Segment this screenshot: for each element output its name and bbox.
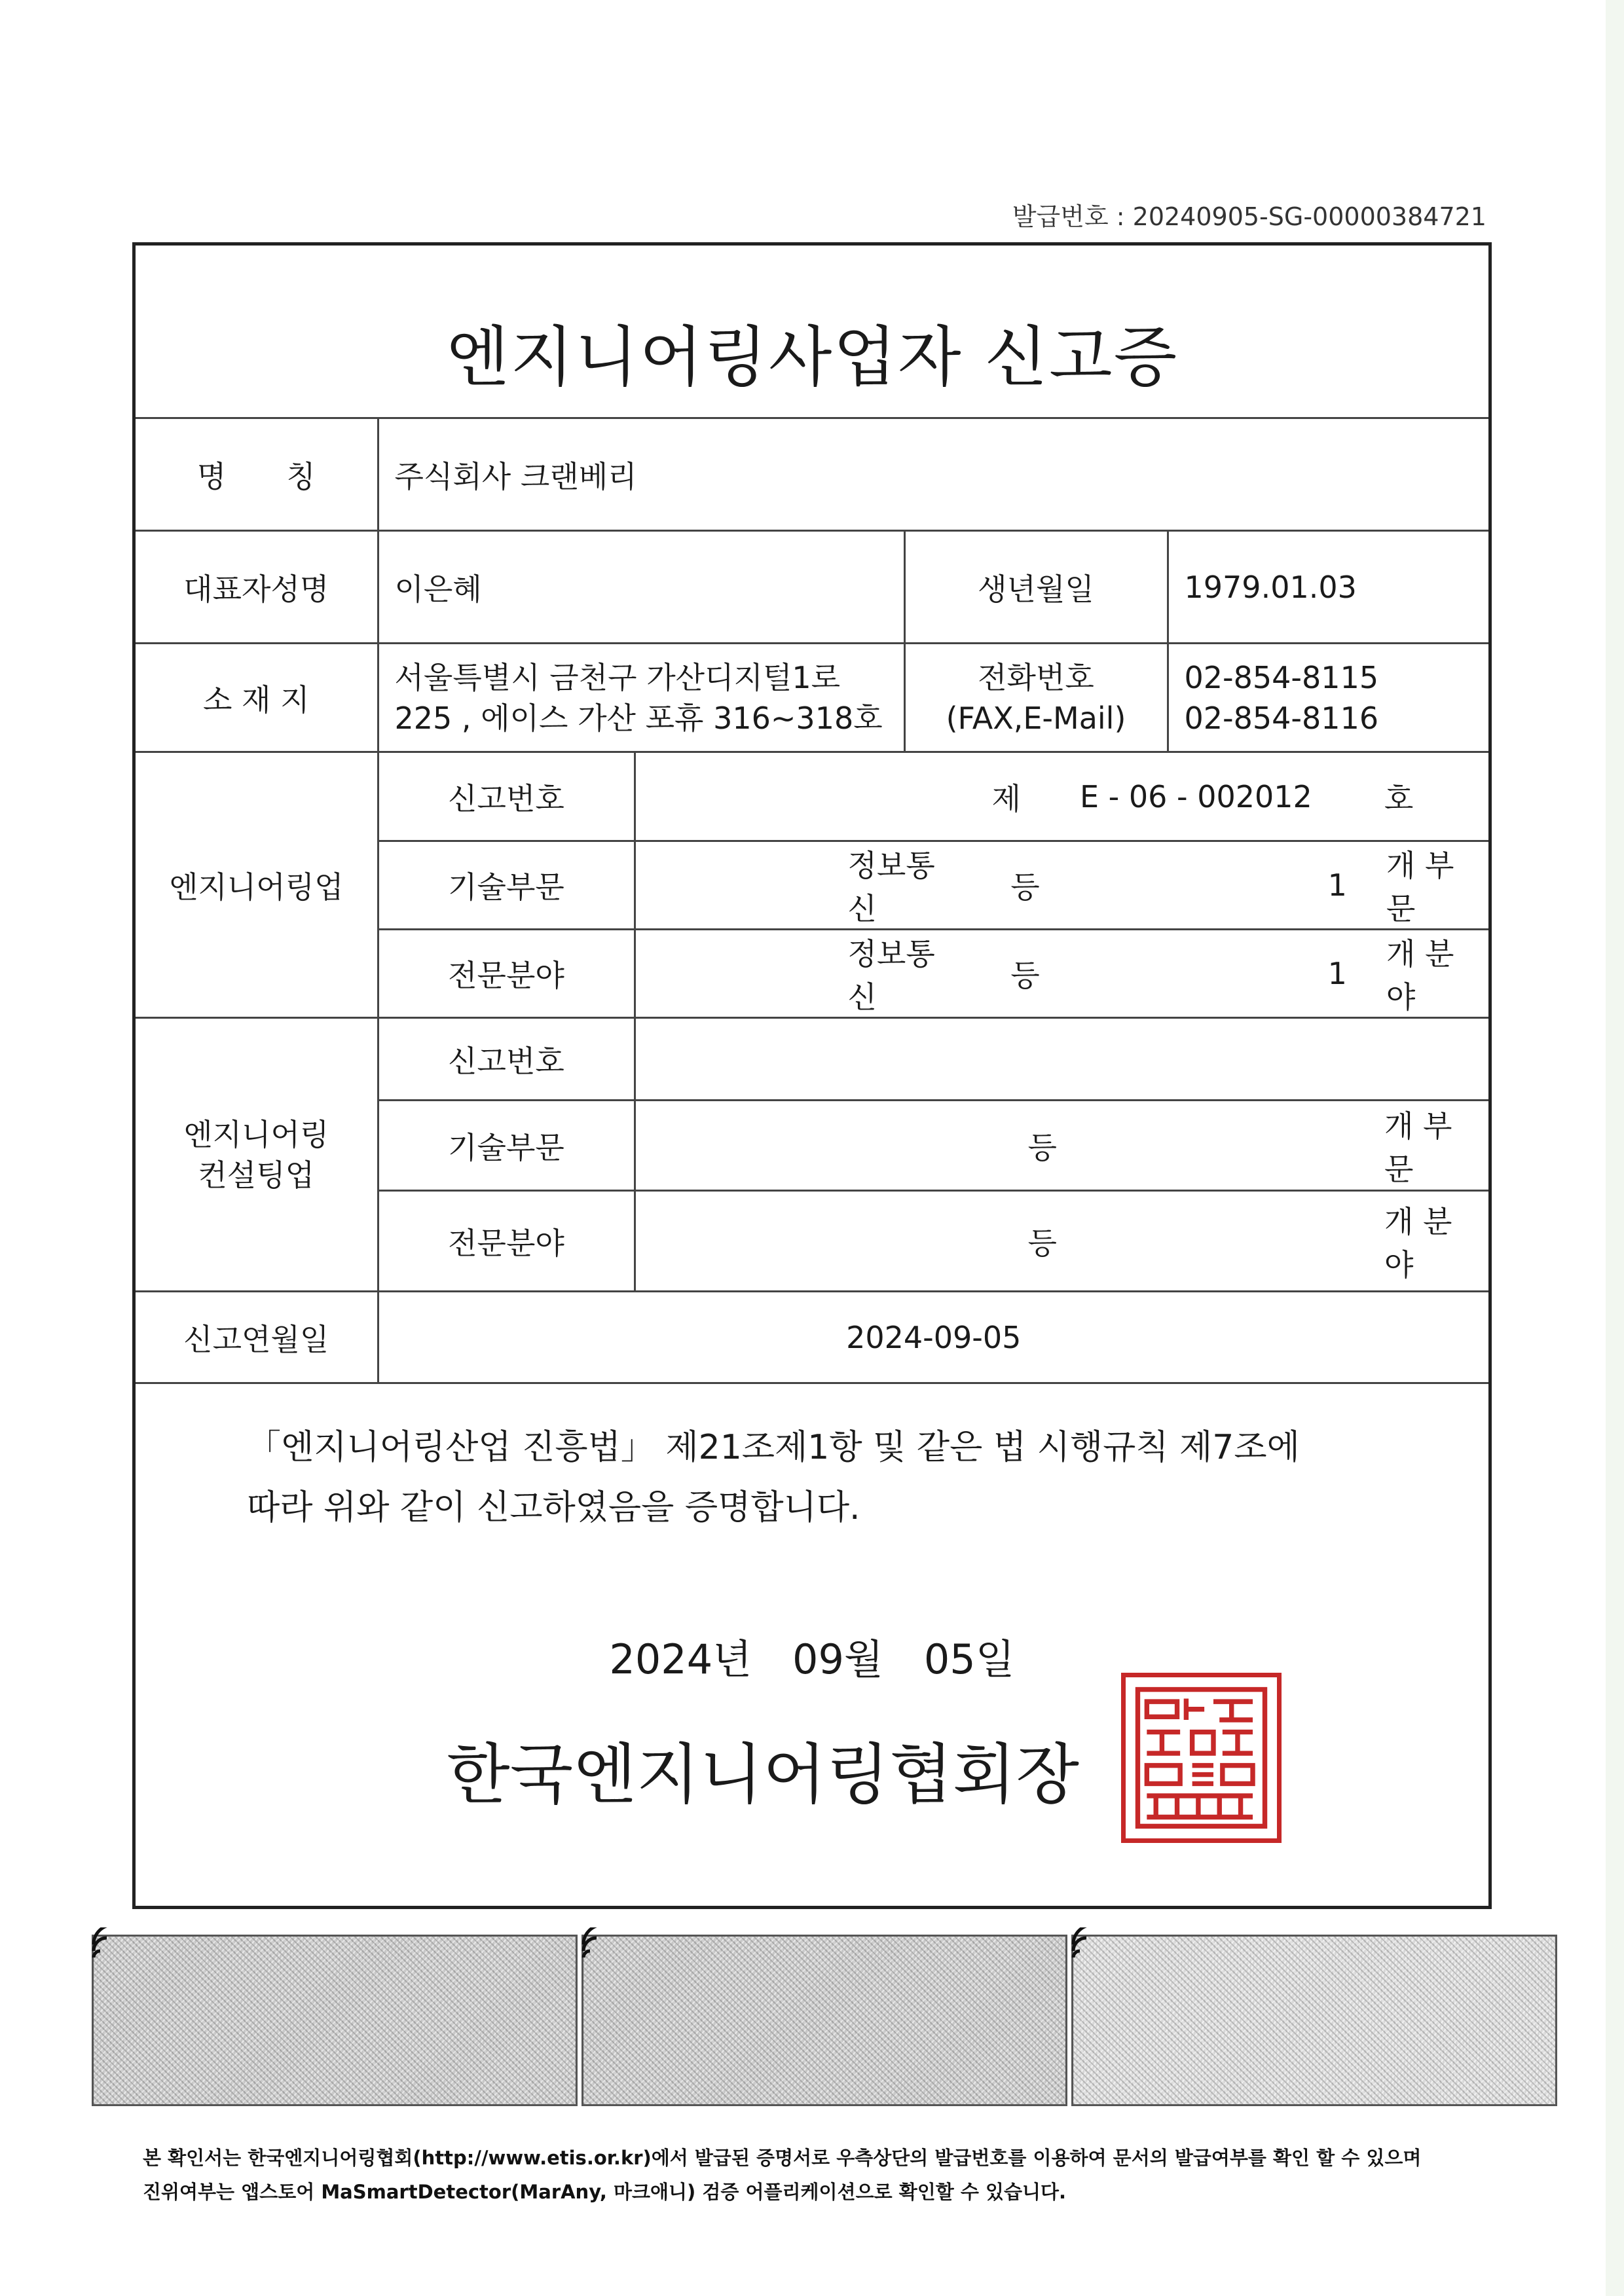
consulting-label <box>136 1018 378 1292</box>
phone-label-line2: (FAX,E-Mail) <box>946 700 1126 736</box>
name-value: 주식회사 크랜베리 <box>378 418 1488 531</box>
statement-line1: 「엔지니어링산업 진흥법」 제21조제1항 및 같은 법 시행규칙 제7조에 <box>247 1428 1300 1467</box>
cons-tech-etc: 등 <box>1027 1129 1057 1165</box>
name-label: 명 칭 <box>136 418 378 531</box>
statement-line2: 따라 위와 같이 신고하였음을 증명합니다. <box>247 1488 860 1527</box>
eng-report-prefix: 제 <box>991 780 1021 816</box>
cons-spec-label: 전문분야 <box>378 1191 635 1292</box>
eng-spec-value <box>635 930 1488 1018</box>
eng-report-no-label: 신고번호 <box>378 752 635 841</box>
eng-report-number: E - 06 - 002012 <box>1079 778 1312 814</box>
eng-tech-label: 기술부문 <box>378 841 635 930</box>
eng-tech-field: 정보통신 <box>847 848 935 926</box>
rep-value: 이은혜 <box>378 531 904 644</box>
row-address <box>136 644 1488 752</box>
eng-tech-unit: 개 부문 <box>1386 848 1454 926</box>
issue-number: 발급번호 : 20240905-SG-00000384721 <box>1012 202 1486 231</box>
cons-tech-unit: 개 부문 <box>1384 1108 1452 1187</box>
address-line2: 225 , 에이스 가산 포휴 316~318호 <box>394 700 883 736</box>
cons-spec-etc: 등 <box>1027 1225 1057 1261</box>
certificate-table <box>136 417 1488 1384</box>
verification-footer <box>143 2141 1492 2209</box>
signal-mark-icon <box>1064 1927 1103 1967</box>
certification-statement <box>247 1417 1300 1538</box>
birth-value: 1979.01.03 <box>1168 531 1488 644</box>
row-cons-report-no <box>136 1018 1488 1101</box>
phone-value <box>1168 644 1488 752</box>
eng-report-no-value <box>635 752 1488 841</box>
rep-label: 대표자성명 <box>136 531 378 644</box>
security-pattern-1 <box>92 1935 578 2106</box>
signal-mark-icon <box>574 1927 614 1967</box>
certificate-frame <box>132 242 1492 1909</box>
footer-line2: 진위여부는 앱스토어 MaSmartDetector(MarAny, 마크애니) 검증 어플리케이션으로 확인할 수 있습니다. <box>143 2181 1067 2203</box>
address-value <box>378 644 904 752</box>
security-pattern-3 <box>1071 1935 1557 2106</box>
footer-line1: 본 확인서는 한국엔지니어링협회(http://www.etis.or.kr)에서 발급된 증명서로 우측상단의 발급번호를 이용하여 문서의 발급여부를 확인 할 수 있으며 <box>143 2147 1422 2169</box>
phone-number: 02-854-8115 <box>1184 659 1379 695</box>
eng-report-suffix: 호 <box>1384 780 1414 816</box>
report-date-label: 신고연월일 <box>136 1292 378 1383</box>
document-title: 엔지니어링사업자 신고증 <box>445 319 1179 395</box>
cons-report-no-value <box>635 1018 1488 1101</box>
signal-mark-icon <box>84 1927 124 1967</box>
security-pattern-2 <box>581 1935 1067 2106</box>
engineering-label: 엔지니어링업 <box>136 752 378 1018</box>
row-representative <box>136 531 1488 644</box>
birth-label: 생년월일 <box>904 531 1168 644</box>
cons-spec-unit: 개 분야 <box>1384 1203 1452 1283</box>
official-seal-icon <box>1121 1673 1282 1843</box>
eng-tech-count: 1 <box>1327 867 1347 903</box>
fax-number: 02-854-8116 <box>1184 700 1379 736</box>
cons-tech-label: 기술부문 <box>378 1101 635 1191</box>
eng-tech-etc: 등 <box>1010 869 1040 905</box>
row-name <box>136 418 1488 531</box>
eng-spec-field: 정보통신 <box>847 936 935 1015</box>
cons-tech-value <box>635 1101 1488 1191</box>
scan-edge <box>1606 0 1624 2296</box>
eng-spec-etc: 등 <box>1010 958 1040 993</box>
cons-spec-value <box>635 1191 1488 1292</box>
consulting-label-line2: 컨설팅업 <box>198 1157 315 1193</box>
eng-spec-label: 전문분야 <box>378 930 635 1018</box>
phone-label <box>904 644 1168 752</box>
eng-tech-value <box>635 841 1488 930</box>
issuer-name: 한국엔지니어링협회장 <box>447 1736 1079 1813</box>
phone-label-line1: 전화번호 <box>978 659 1094 695</box>
eng-spec-count: 1 <box>1327 956 1347 991</box>
address-label: 소 재 지 <box>136 644 378 752</box>
address-line1: 서울특별시 금천구 가산디지털1로 <box>394 659 841 695</box>
issue-date: 2024년 09월 05일 <box>609 1635 1015 1683</box>
report-date-value: 2024-09-05 <box>378 1292 1488 1383</box>
row-report-date <box>136 1292 1488 1383</box>
consulting-label-line1: 엔지니어링 <box>183 1116 329 1152</box>
eng-spec-unit: 개 분야 <box>1386 936 1454 1015</box>
row-eng-report-no <box>136 752 1488 841</box>
cons-report-no-label: 신고번호 <box>378 1018 635 1101</box>
